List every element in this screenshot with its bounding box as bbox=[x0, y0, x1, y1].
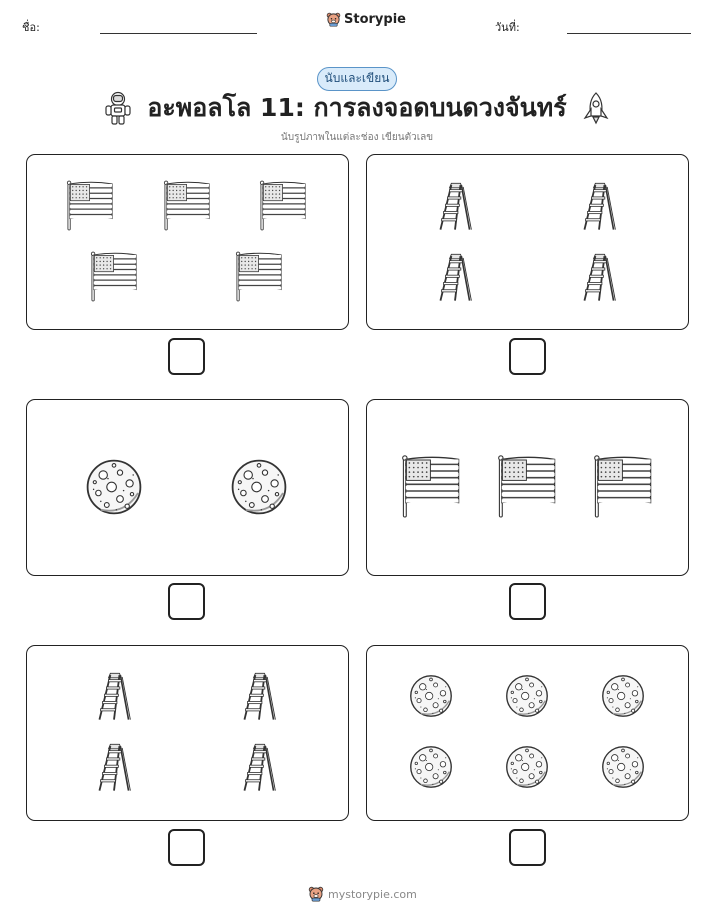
ladder-icon bbox=[94, 741, 134, 793]
flag-icon bbox=[593, 455, 653, 519]
footer bbox=[308, 886, 417, 902]
moon-icon bbox=[408, 673, 454, 719]
bear-icon bbox=[308, 886, 324, 902]
moon-icon bbox=[600, 673, 646, 719]
ladder-icon bbox=[435, 251, 475, 303]
ladder-icon bbox=[579, 251, 619, 303]
ladder-icon bbox=[94, 670, 134, 722]
flag-icon bbox=[259, 180, 307, 232]
name-line[interactable] bbox=[100, 33, 257, 34]
flag-icon bbox=[66, 180, 114, 232]
answer-box-3[interactable] bbox=[168, 583, 205, 620]
ladder-icon bbox=[239, 670, 279, 722]
answer-box-2[interactable] bbox=[509, 338, 546, 375]
astronaut-icon bbox=[103, 91, 133, 125]
moon-icon bbox=[600, 744, 646, 790]
brand-logo bbox=[326, 12, 406, 27]
title-row bbox=[0, 88, 714, 128]
answer-box-6[interactable] bbox=[509, 829, 546, 866]
ladder-icon bbox=[579, 180, 619, 232]
moon-icon bbox=[504, 744, 550, 790]
name-label: ชื่อ: bbox=[22, 21, 40, 34]
moon-icon bbox=[84, 457, 144, 517]
answer-box-4[interactable] bbox=[509, 583, 546, 620]
flag-icon bbox=[497, 455, 557, 519]
flag-icon bbox=[401, 455, 461, 519]
moon-icon bbox=[504, 673, 550, 719]
rocket-icon bbox=[581, 91, 611, 125]
page-title: อะพอลโล 11: การลงจอดบนดวงจันทร์ bbox=[147, 93, 567, 122]
ladder-icon bbox=[435, 180, 475, 232]
answer-box-5[interactable] bbox=[168, 829, 205, 866]
count-panel-2 bbox=[366, 154, 689, 330]
bear-icon bbox=[326, 12, 341, 27]
answer-box-1[interactable] bbox=[168, 338, 205, 375]
ladder-icon bbox=[239, 741, 279, 793]
date-label: วันที่: bbox=[495, 21, 520, 34]
flag-icon bbox=[163, 180, 211, 232]
moon-icon bbox=[229, 457, 289, 517]
date-line[interactable] bbox=[567, 33, 691, 34]
flag-icon bbox=[235, 251, 283, 303]
activity-badge: นับและเขียน bbox=[317, 67, 397, 91]
count-panel-3 bbox=[26, 399, 349, 576]
count-panel-6 bbox=[366, 645, 689, 821]
flag-icon bbox=[90, 251, 138, 303]
footer-url: mystorypie.com bbox=[328, 887, 417, 901]
brand-name: Storypie bbox=[344, 12, 406, 27]
page-instructions: นับรูปภาพในแต่ละช่อง เขียนตัวเลข bbox=[280, 132, 434, 143]
moon-icon bbox=[408, 744, 454, 790]
count-panel-5 bbox=[26, 645, 349, 821]
